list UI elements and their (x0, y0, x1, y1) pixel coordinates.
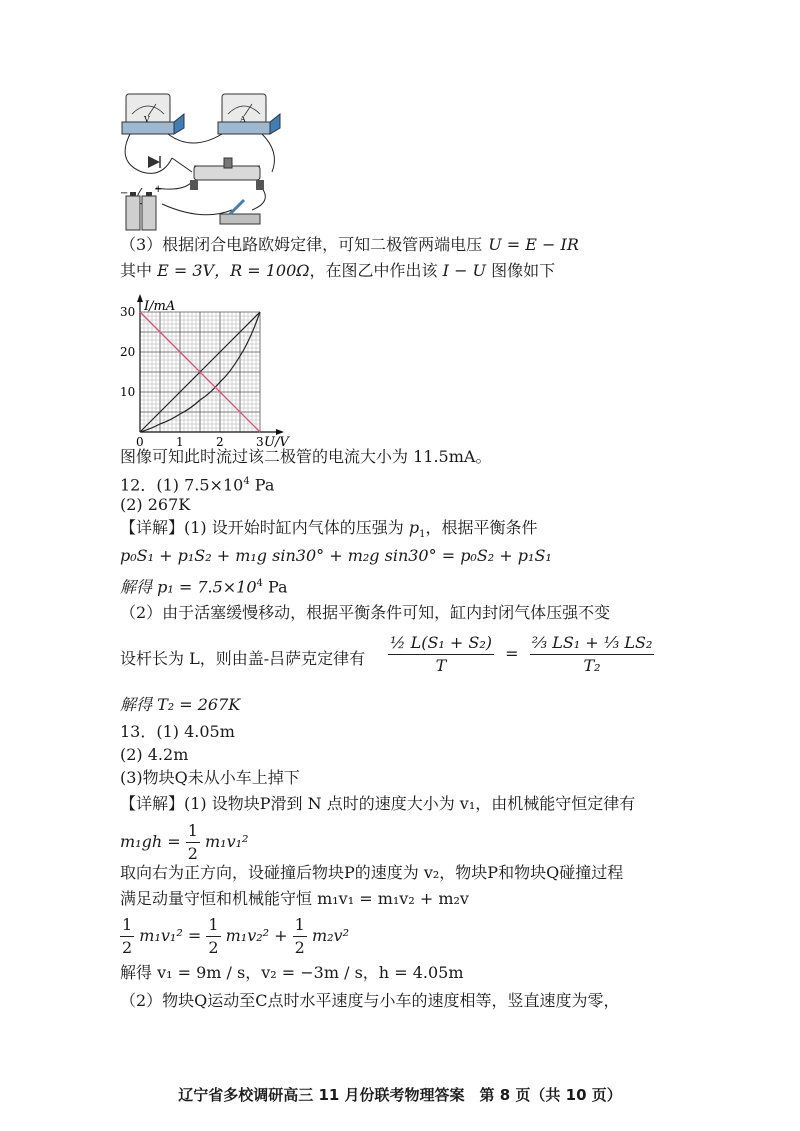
q12-solution1: 解得 $p_1 = 7.5\times 10^4$ Pa (120, 577, 288, 597)
battery-icon (126, 192, 156, 230)
q13-answer2: (2) 4.2m (120, 745, 189, 764)
rheostat-icon (190, 158, 264, 190)
q12-detail1: 【详解】(1) 设开始时缸内气体的压强为 $p_1$，根据平衡条件 (120, 518, 538, 541)
y-tick-label: 10 (120, 385, 136, 399)
y-axis-arrow (137, 294, 143, 302)
q13-line3: 满足动量守恒和机械能守恒 m₁v₁ = m₁v₂ + m₂v (120, 889, 469, 908)
fraction-right: $\frac{\text{⅔ LS₁ + ⅓ LS₂}}{\text{T₂}}$ (531, 633, 653, 675)
q13-equation1: m₁gh = $\frac{1}{2}$ m₁v₁² (120, 821, 249, 863)
q13-line2: 取向右为正方向，设碰撞后物块P的速度为 v₂，物块P和物块Q碰撞过程 (120, 863, 624, 882)
ammeter-icon (218, 94, 280, 134)
y-tick-label: 30 (120, 305, 136, 319)
circuit-diagram (112, 92, 282, 242)
ammeter-label: A (240, 115, 246, 124)
part3-line1: （3）根据闭合电路欧姆定律，可知二极管两端电压 U = E − IR (120, 235, 579, 254)
q12-detail3: 设杆长为 L，则由盖-吕萨克定律有 (120, 649, 366, 668)
part3-line2: 其中 E = 3V，R = 100Ω，在图乙中作出该 I − U 图像如下 (120, 261, 556, 280)
q12-detail2: （2）由于活塞缓慢移动，根据平衡条件可知，缸内封闭气体压强不变 (120, 603, 611, 622)
q12-answer2: (2) 267K (120, 495, 191, 514)
q12-solution2: 解得 T₂ = 267K (120, 695, 241, 714)
voltmeter-label: V (144, 115, 150, 124)
page-footer: 辽宁省多校调研高三 11 月份联考物理答案 第 8 页（共 10 页） (178, 1086, 622, 1104)
q13-solution: 解得 v₁ = 9m / s，v₂ = −3m / s，h = 4.05m (120, 963, 464, 982)
part3-result: 图像可知此时流过该二极管的电流大小为 11.5mA。 (120, 447, 492, 466)
x-tick-label: 2 (216, 435, 224, 449)
q13-answer1: 13．(1) 4.05m (120, 722, 235, 741)
fraction-left: $\frac{\text{½ L(S₁ + S₂)}}{T}$ (390, 633, 493, 675)
y-tick-label: 20 (120, 345, 136, 359)
x-axis-label: U/V (264, 435, 289, 450)
battery-plus: + (154, 184, 163, 195)
q13-line4: （2）物块Q运动至C点时水平速度与小车的速度相等，竖直速度为零， (120, 991, 620, 1010)
q13-equation2: $\frac{1}{2}$ m₁v₁² = $\frac{1}{2}$ m₁v₂² + $\frac{1}{2}$ m₂v² (122, 915, 349, 957)
chart-labels (120, 299, 290, 450)
x-tick-label: 0 (136, 435, 144, 449)
y-axis-label: I/mA (144, 299, 176, 314)
chart-axes (137, 294, 284, 435)
x-tick-label: 3 (256, 435, 264, 449)
x-tick-label: 1 (176, 435, 184, 449)
diode-icon (148, 156, 160, 168)
battery-minus: − (120, 188, 129, 199)
i-u-chart (116, 290, 316, 450)
q12-answer1: 12．(1) $7.5\times 10^4$ Pa (120, 475, 275, 495)
q13-answer3: (3)物块Q未从小车上掉下 (120, 768, 300, 787)
q12-equation1: p₀S₁ + p₁S₂ + m₁g sin30° + m₂g sin30° = p₀S₂ + p₁S₁ (120, 546, 552, 565)
gay-lussac-equation: $\frac{\text{½ L(S₁ + S₂)}}{T}$ = $\frac{\text{⅔ LS₁ + ⅓ LS₂}}{\text{T₂}}$ (390, 633, 653, 675)
q13-detail1: 【详解】(1) 设物块P滑到 N 点时的速度大小为 v₁，由机械能守恒定律有 (120, 794, 636, 813)
voltmeter-icon (122, 94, 184, 134)
